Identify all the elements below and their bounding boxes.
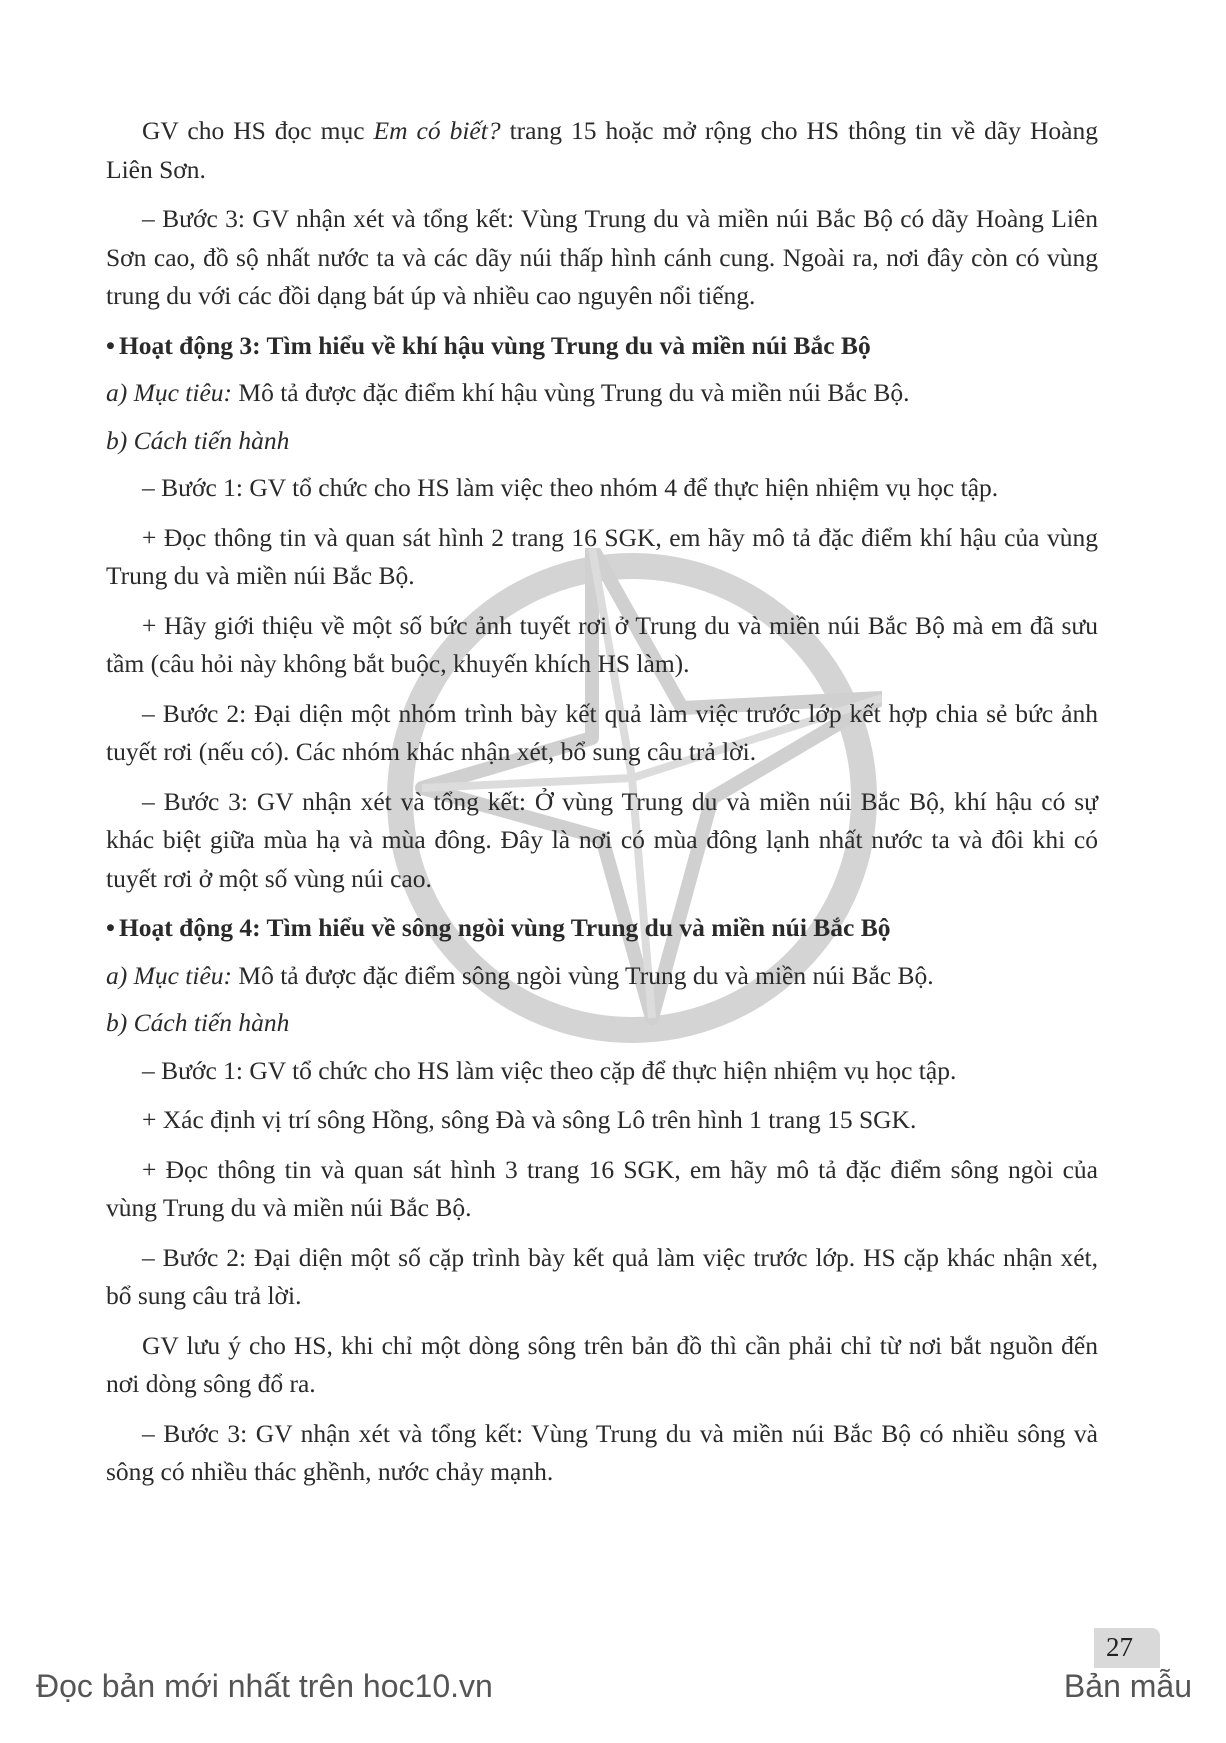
bullet-icon: • xyxy=(106,913,115,942)
activity-3-heading: • Hoạt động 3: Tìm hiểu về khí hậu vùng Trung du và miền núi Bắc Bộ xyxy=(106,330,871,360)
activity-4-procedure-label: b) Cách tiến hành xyxy=(106,1008,290,1037)
activity-4-task1: + Xác định vị trí sông Hồng, sông Đà và sông Lô trên hình 1 trang 15 SGK. xyxy=(142,1105,917,1134)
footer-source-link[interactable]: Đọc bản mới nhất trên hoc10.vn xyxy=(36,1668,493,1704)
activity-3-step2: – Bước 2: Đại diện một nhóm trình bày kết quả làm việc trước lớp kết hợp chia sẻ bức ảnh tuyết rơi (nếu có). Các nhóm khác nhận xét, bổ sung câu trả lời. xyxy=(106,698,1098,766)
activity-4-heading: • Hoạt động 4: Tìm hiểu về sông ngòi vùng Trung du và miền núi Bắc Bộ xyxy=(106,913,891,942)
bullet-icon: • xyxy=(106,330,115,360)
activity-3-objective: a) Mục tiêu: Mô tả được đặc điểm khí hậu vùng Trung du và miền núi Bắc Bộ. xyxy=(106,378,910,407)
activity-3-procedure-label: b) Cách tiến hành xyxy=(106,425,290,455)
activity-4-task2: + Đọc thông tin và quan sát hình 3 trang 16 SGK, em hãy mô tả đặc điểm sông ngòi của vùng Trung du và miền núi Bắc Bộ. xyxy=(106,1154,1098,1222)
page-body xyxy=(106,112,1098,1503)
activity-4-step2: – Bước 2: Đại diện một số cặp trình bày kết quả làm việc trước lớp. HS cặp khác nhận xét, bổ sung câu trả lời. xyxy=(106,1242,1098,1310)
activity-4-teacher-note: GV lưu ý cho HS, khi chỉ một dòng sông trên bản đồ thì cần phải chỉ từ nơi bắt nguồn đến nơi dòng sông đổ ra. xyxy=(106,1330,1098,1398)
paragraph-intro: GV cho HS đọc mục Em có biết? trang 15 hoặc mở rộng cho HS thông tin về dãy Hoàng Liên Sơn. xyxy=(106,116,1098,184)
activity-4-objective: a) Mục tiêu: Mô tả được đặc điểm sông ngòi vùng Trung du và miền núi Bắc Bộ. xyxy=(106,960,934,990)
activity-3-step1: – Bước 1: GV tổ chức cho HS làm việc theo nhóm 4 để thực hiện nhiệm vụ học tập. xyxy=(142,473,999,502)
activity-3-task1: + Đọc thông tin và quan sát hình 2 trang 16 SGK, em hãy mô tả đặc điểm khí hậu của vùng Trung du và miền núi Bắc Bộ. xyxy=(106,522,1098,590)
activity-3-step3: – Bước 3: GV nhận xét và tổng kết: Ở vùng Trung du và miền núi Bắc Bộ, khí hậu có sự khác biệt giữa mùa hạ và mùa đông. Đây là nơi có mùa đông lạnh nhất nước ta và đôi khi có tuyết rơi ở một số vùng núi cao. xyxy=(106,786,1098,893)
page-number: 27 xyxy=(1106,1632,1133,1662)
footer-sample-label: Bản mẫu xyxy=(1063,1668,1192,1704)
activity-3-task2: + Hãy giới thiệu về một số bức ảnh tuyết rơi ở Trung du và miền núi Bắc Bộ mà em đã sưu tầm (câu hỏi này không bắt buộc, khuyến khích HS làm). xyxy=(106,610,1098,678)
activity-4-step1: – Bước 1: GV tổ chức cho HS làm việc theo cặp để thực hiện nhiệm vụ học tập. xyxy=(142,1055,957,1085)
paragraph-step3-terrain: – Bước 3: GV nhận xét và tổng kết: Vùng Trung du và miền núi Bắc Bộ có dãy Hoàng Liên Sơn cao, đồ sộ nhất nước ta và các dãy núi thấp hình cánh cung. Ngoài ra, nơi đây còn có vùng trung du với các đồi dạng bát úp và nhiều cao nguyên nổi tiếng. xyxy=(106,204,1098,310)
activity-4-step3: – Bước 3: GV nhận xét và tổng kết: Vùng Trung du và miền núi Bắc Bộ có nhiều sông và sông có nhiều thác ghềnh, nước chảy mạnh. xyxy=(106,1418,1098,1486)
